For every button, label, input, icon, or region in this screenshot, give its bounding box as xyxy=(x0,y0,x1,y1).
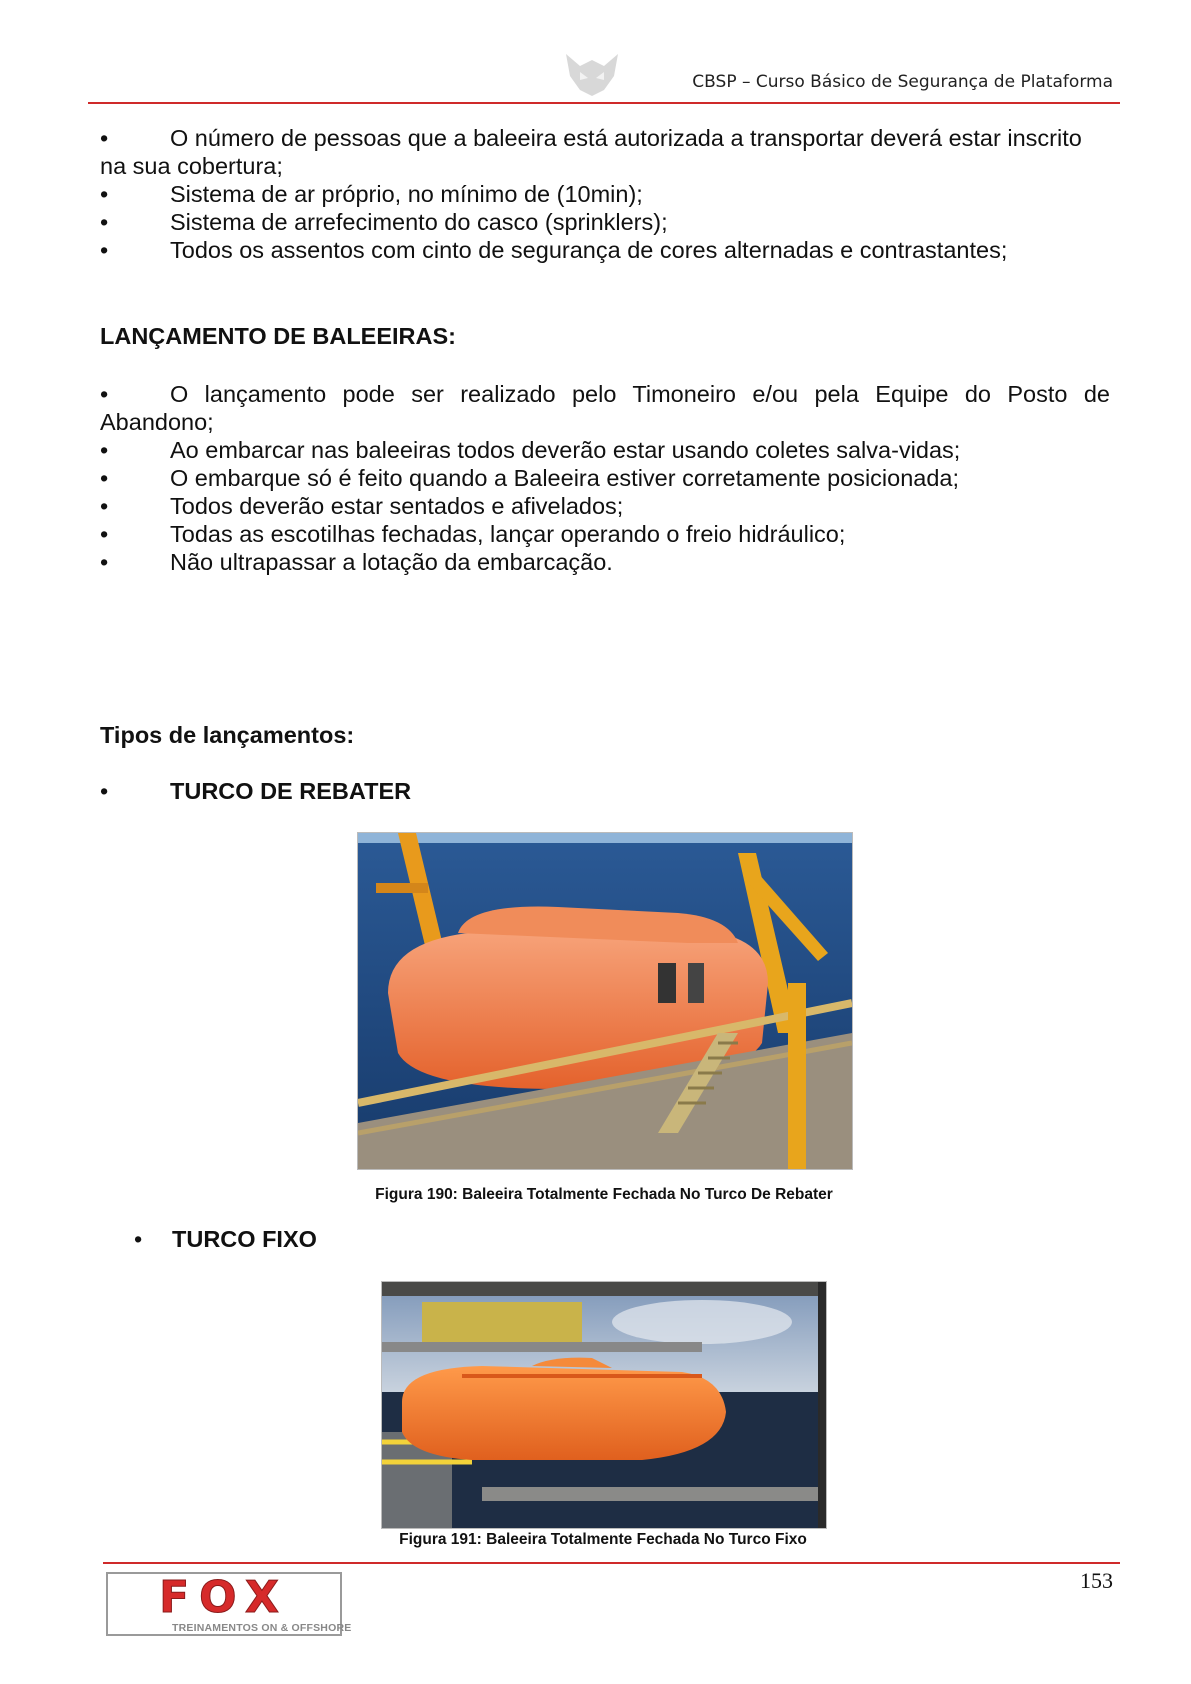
list-item: • O número de pessoas que a baleeira está autorizada a transportar deverá estar inscrito na sua cobertura; xyxy=(100,125,1082,179)
section-heading: LANÇAMENTO DE BALEEIRAS: xyxy=(100,323,456,349)
logo-subtext: TREINAMENTOS ON & OFFSHORE xyxy=(172,1622,352,1634)
bullet: • xyxy=(100,237,109,263)
bullet: • xyxy=(100,493,109,519)
list-item: • Não ultrapassar a lotação da embarcação. xyxy=(100,549,613,575)
list-item: • Ao embarcar nas baleeiras todos deverão estar usando coletes salva-vidas; xyxy=(100,437,961,463)
list-item: • O lançamento pode ser realizado pelo Timoneiro e/ou pela Equipe do Posto de Abandono; xyxy=(100,381,1110,435)
launch-list xyxy=(100,380,1110,576)
list-item: • Todas as escotilhas fechadas, lançar operando o freio hidráulico; xyxy=(100,521,846,547)
bullet: • xyxy=(100,181,109,207)
list-item: • Todos deverão estar sentados e afivelados; xyxy=(100,493,624,519)
bullet: • xyxy=(134,1226,143,1252)
types-heading: Tipos de lançamentos: xyxy=(100,722,355,748)
type-label: TURCO FIXO xyxy=(172,1226,317,1252)
list-item: • Sistema de ar próprio, no mínimo de (10min); xyxy=(100,181,643,207)
list-item: • Sistema de arrefecimento do casco (sprinklers); xyxy=(100,209,668,235)
type-label: TURCO DE REBATER xyxy=(170,778,412,804)
figure-190-caption: Figura 190: Baleeira Totalmente Fechada No Turco De Rebater xyxy=(375,1186,833,1203)
intro-list xyxy=(100,124,1110,264)
figure-191-caption: Figura 191: Baleeira Totalmente Fechada No Turco Fixo xyxy=(399,1531,807,1548)
header-fox-watermark-icon xyxy=(560,50,624,98)
header-title: CBSP – Curso Básico de Segurança de Plataforma xyxy=(692,72,1113,92)
bullet: • xyxy=(100,521,109,547)
type-item-turco-fixo xyxy=(134,1226,317,1253)
footer-divider xyxy=(103,1562,1120,1564)
list-item: • O embarque só é feito quando a Baleeira estiver corretamente posicionada; xyxy=(100,465,960,491)
logo-text: FOX xyxy=(159,1572,289,1623)
bullet: • xyxy=(100,549,109,575)
bullet: • xyxy=(100,125,109,151)
bullet: • xyxy=(100,381,109,407)
bullet: • xyxy=(100,778,109,804)
bullet: • xyxy=(100,465,109,491)
figure-190-image xyxy=(357,832,853,1170)
header-divider xyxy=(88,102,1120,104)
figure-191-image xyxy=(381,1281,827,1529)
page-number: 153 xyxy=(1080,1568,1113,1593)
bullet: • xyxy=(100,437,109,463)
bullet: • xyxy=(100,209,109,235)
list-item: • Todos os assentos com cinto de segurança de cores alternadas e contrastantes; xyxy=(100,237,1008,263)
type-item-turco-de-rebater xyxy=(100,778,411,805)
